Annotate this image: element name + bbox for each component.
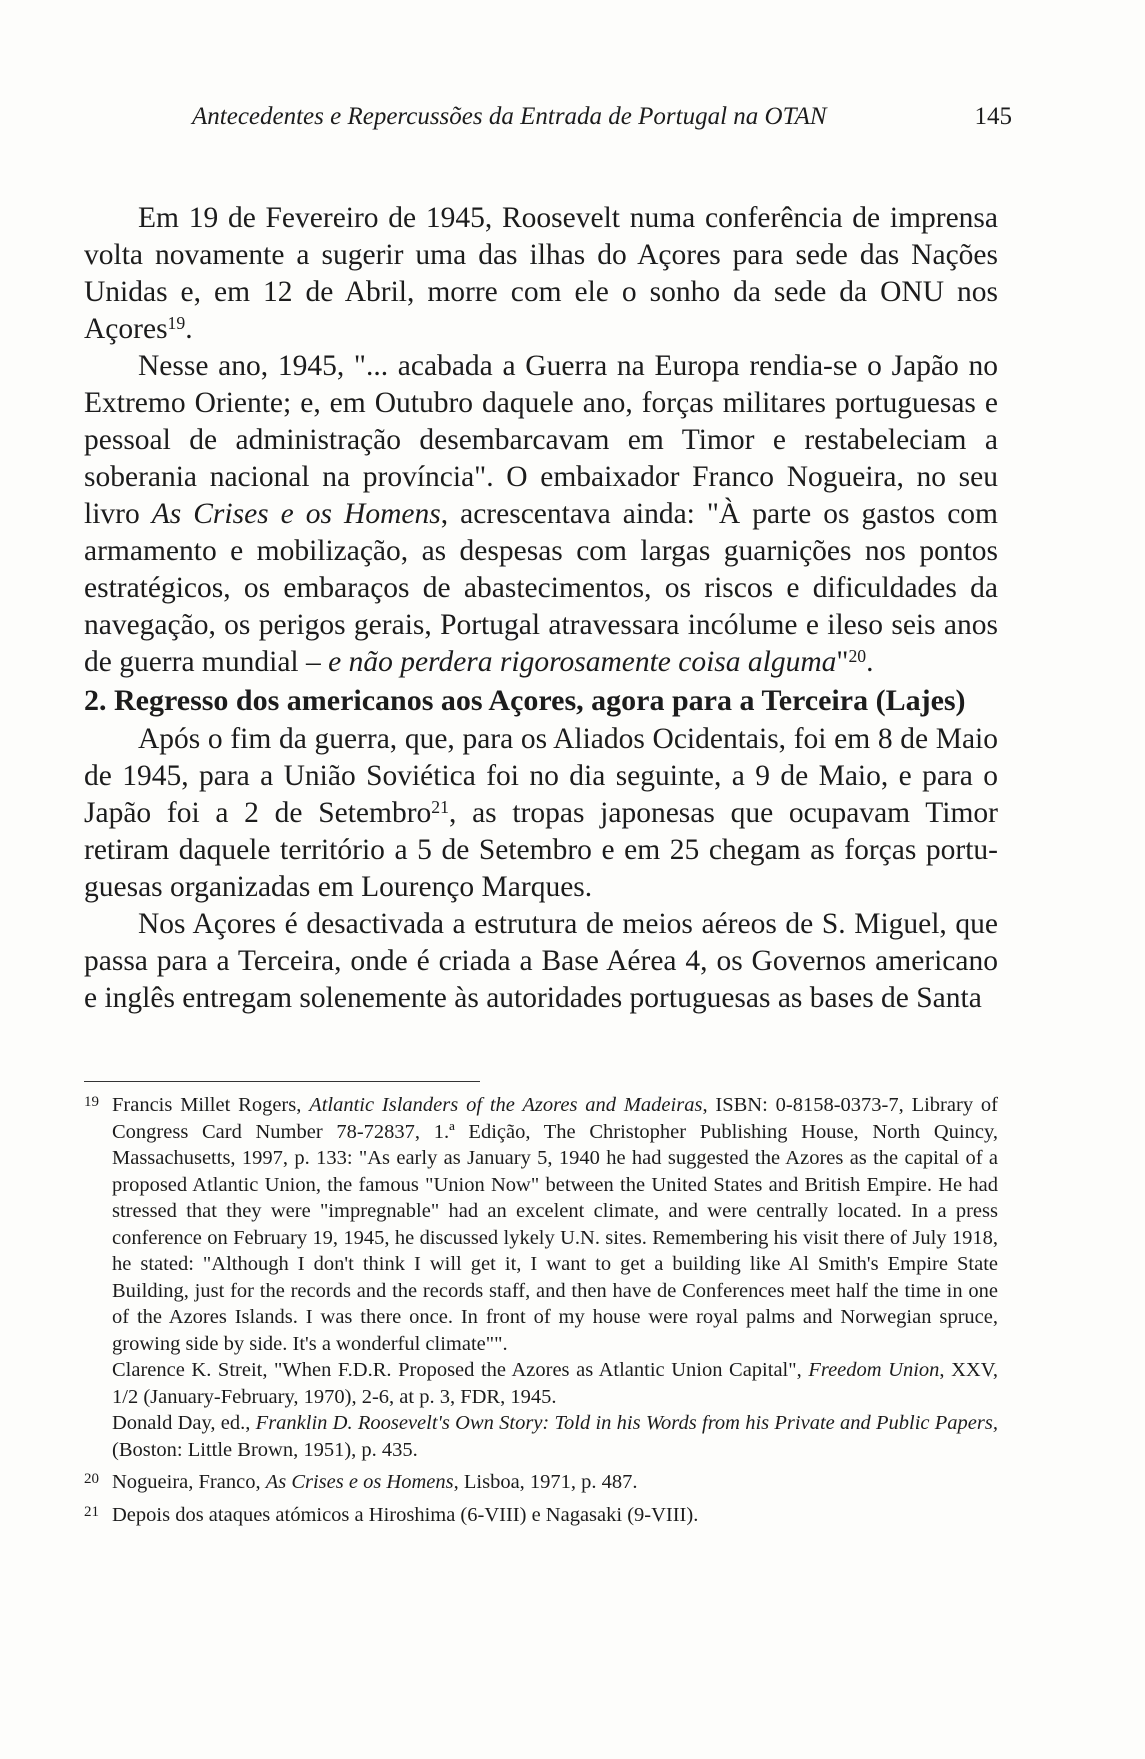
paragraph-text: Nesse ano, 1945, "... acabada a Guerra na Europa rendia-se o Japão no Extremo Oriente; e, em Outubro daquele ano, forças militares portuguesas e pessoal de administração desembarcavam em Timor e restabeleciam a soberania nacional na província". O embaixador Franco Nogueira, no seu livro <box>84 350 998 530</box>
footnote-21 <box>84 1502 998 1529</box>
footnote-number: 21 <box>84 1503 99 1520</box>
book-title: As Crises e os Homens <box>151 498 441 530</box>
footnote-text <box>112 1410 998 1463</box>
paragraph-text: " <box>836 646 849 678</box>
paragraph-text: . <box>866 646 874 678</box>
paragraph <box>84 200 998 348</box>
footnote-text <box>112 1357 998 1410</box>
footnote-text-part: Donald Day, ed., <box>112 1412 256 1434</box>
paragraph-text: Em 19 de Fevereiro de 1945, Roosevelt numa conferência de imprensa volta novamente a sugerir uma das ilhas do Açores para sede das Nações Unidas e, em 12 de Abril, morre com ele o sonho da sede da ONU nos Açores <box>84 202 998 345</box>
footnote-text-part: Nogueira, Franco, <box>112 1471 266 1493</box>
footnote-number: 19 <box>84 1094 99 1110</box>
paragraph-text: , acrescentava ainda: "À parte os gastos com armamento e mobilização, as despesas com largas guarnições nos pontos estratégicos, os embaraços de abastecimentos, os riscos e dificuldades da navegação, os perigos gerais, Portugal atravessara incólume e ileso seis anos de guerra mundial – <box>84 498 999 678</box>
footnote-text <box>112 1092 998 1357</box>
paragraph: Nos Açores é desactivada a estrutura de meios aéreos de S. Miguel, que passa para a Terceira, onde é criada a Base Aérea 4, os Governos americano e inglês entregam solenemente às autoridades portuguesas as bases de Santa <box>84 908 998 1014</box>
footnote-text-part: , XXV, 1/2 (January-February, 1970), 2-6, at p. 3, FDR, 1945. <box>112 1359 998 1408</box>
body-text <box>84 200 998 1017</box>
footnote-text-part: , ISBN: 0-8158-0373-7, Library of Congress Card Number 78-72837, 1.ª Edição, The Christopher Publishing House, North Quincy, Massachusetts, 1997, p. 133: "As early as January 5, 1940 he had suggested the Azores as the capital of a proposed Atlantic Union, the famous "Union Now" between the United States and British Empire. He had stressed that they were "impregnable" had an excelent climate, and were centrally located. In a press conference on February 19, 1945, he discussed lykely U.N. sites. Remembering his visit there of July 1918, he stated: "Although I don't think I will get it, I want to get a building like Al Smith's Empire State Building, just for the records and the records staff, and then have de Conferences meet half the time in one of the Azores Islands. I was there once. In front of my house were royal palms and Norwegian spruce, growing side by side. It's a wonderful climate"". <box>112 1094 998 1355</box>
footnote-number: 20 <box>84 1471 99 1487</box>
paragraph-text: . <box>185 313 193 345</box>
running-head <box>192 100 1012 134</box>
paragraph-text: , as tropas japonesas que ocupavam Timor retiram daquele território a 5 de Setembro e em 25 chegam as forças portuguesas organizadas em Lourenço Marques. <box>84 797 998 903</box>
paragraph-text: Após o fim da guerra, que, para os Aliados Ocidentais, foi em 8 de Maio de 1945, para a União Soviética foi no dia seguinte, a 9 de Maio, e para o Japão foi a 2 de Setembro <box>84 723 998 829</box>
book-title: Atlantic Islanders of the Azores and Madeiras <box>309 1094 703 1116</box>
running-title: Antecedentes e Repercussões da Entrada de Portugal na OTAN <box>192 103 827 130</box>
footnote-ref: 20 <box>848 646 867 667</box>
paragraph <box>84 348 998 681</box>
italic-quote: e não perdera rigorosamente coisa alguma <box>328 646 837 678</box>
footnote-text <box>112 1469 998 1496</box>
footnote-20 <box>84 1469 998 1496</box>
footnote-text-part: (Boston: Little Brown, 1951), p. 435. <box>112 1438 418 1461</box>
footnote-text: Depois dos ataques atómicos a Hiroshima (6-VIII) e Nagasaki (9-VIII). <box>112 1503 699 1526</box>
book-title: Franklin D. Roosevelt's Own Story: Told in his Words from his Private and Public Papers, <box>255 1412 998 1434</box>
footnote-divider <box>84 1081 480 1082</box>
paragraph <box>84 721 998 906</box>
journal-title: Freedom Union <box>808 1359 940 1381</box>
footnote-text-part: Clarence K. Streit, "When F.D.R. Proposed the Azores as Atlantic Union Capital", <box>112 1359 809 1381</box>
footnote-ref: 19 <box>167 313 186 334</box>
book-title: As Crises e os Homens <box>265 1471 454 1493</box>
section-heading: 2. Regresso dos americanos aos Açores, agora para a Terceira (Lajes) <box>84 684 966 717</box>
page-number: 145 <box>974 103 1012 130</box>
footnote-text-part: Francis Millet Rogers, <box>112 1094 310 1116</box>
footnote-19 <box>84 1092 998 1463</box>
footnote-text-part: , Lisboa, 1971, p. 487. <box>453 1471 638 1493</box>
footnotes <box>84 1092 998 1534</box>
footnote-ref: 21 <box>431 797 449 818</box>
